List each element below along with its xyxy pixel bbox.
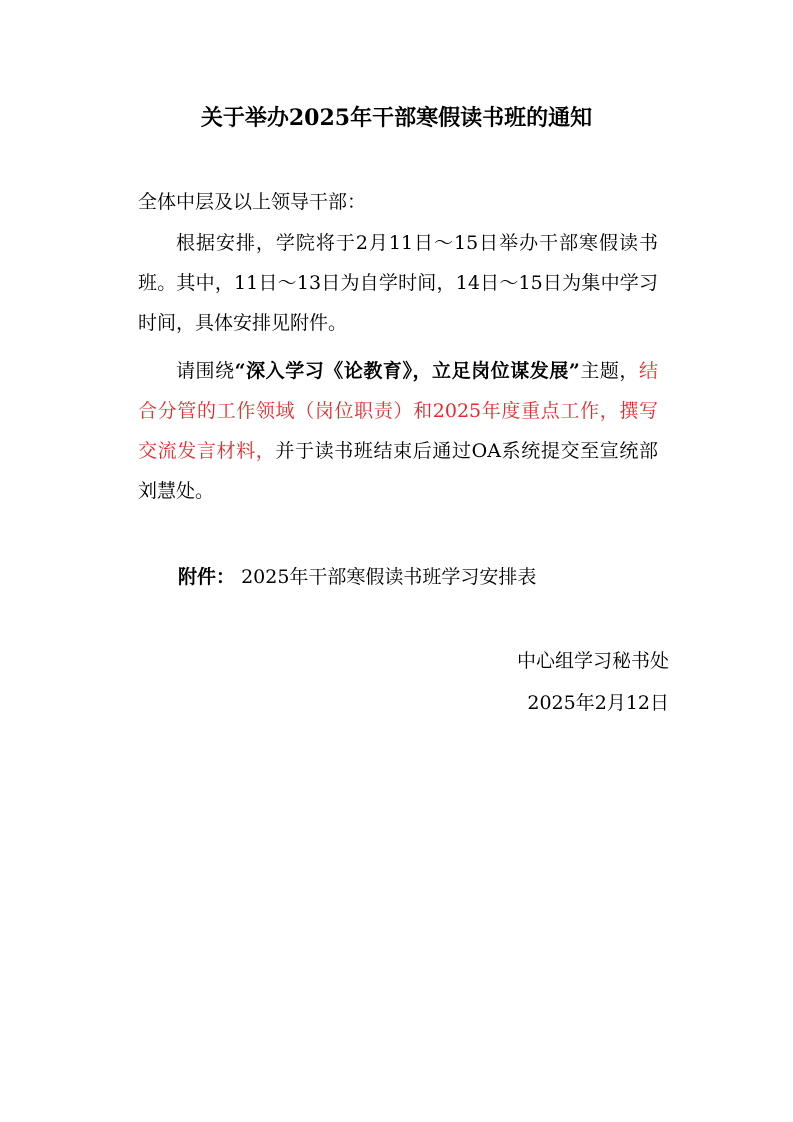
highlighted-requirement: 结合分管的工作领域（岗位职责）和2025年度重点工作，撰写交流发言材料， <box>138 360 658 462</box>
signature-organization: 中心组学习秘书处 <box>516 650 669 672</box>
paragraph-prefix: 请围绕 <box>176 360 235 382</box>
attachment-label: 附件： <box>178 566 236 588</box>
document-title: 关于举办2025年干部寒假读书班的通知 <box>200 105 593 131</box>
paragraph-requirements <box>138 351 658 511</box>
salutation: 全体中层及以上领导干部： <box>138 191 367 213</box>
attachment-line <box>178 557 536 597</box>
theme-text: “深入学习《论教育》，立足岗位谋发展” <box>234 360 580 382</box>
paragraph-schedule: 根据安排，学院将于2月11日～15日举办干部寒假读书班。其中，11日～13日为自学时间，14日～15日为集中学习时间，具体安排见附件。 <box>138 232 658 334</box>
signature-date: 2025年2月12日 <box>527 692 669 714</box>
attachment-name: 2025年干部寒假读书班学习安排表 <box>241 566 537 588</box>
paragraph-middle: 主题， <box>579 360 639 382</box>
paragraph-suffix: 并于读书班结束后通过OA系统提交至宣统部刘慧处。 <box>138 440 658 502</box>
